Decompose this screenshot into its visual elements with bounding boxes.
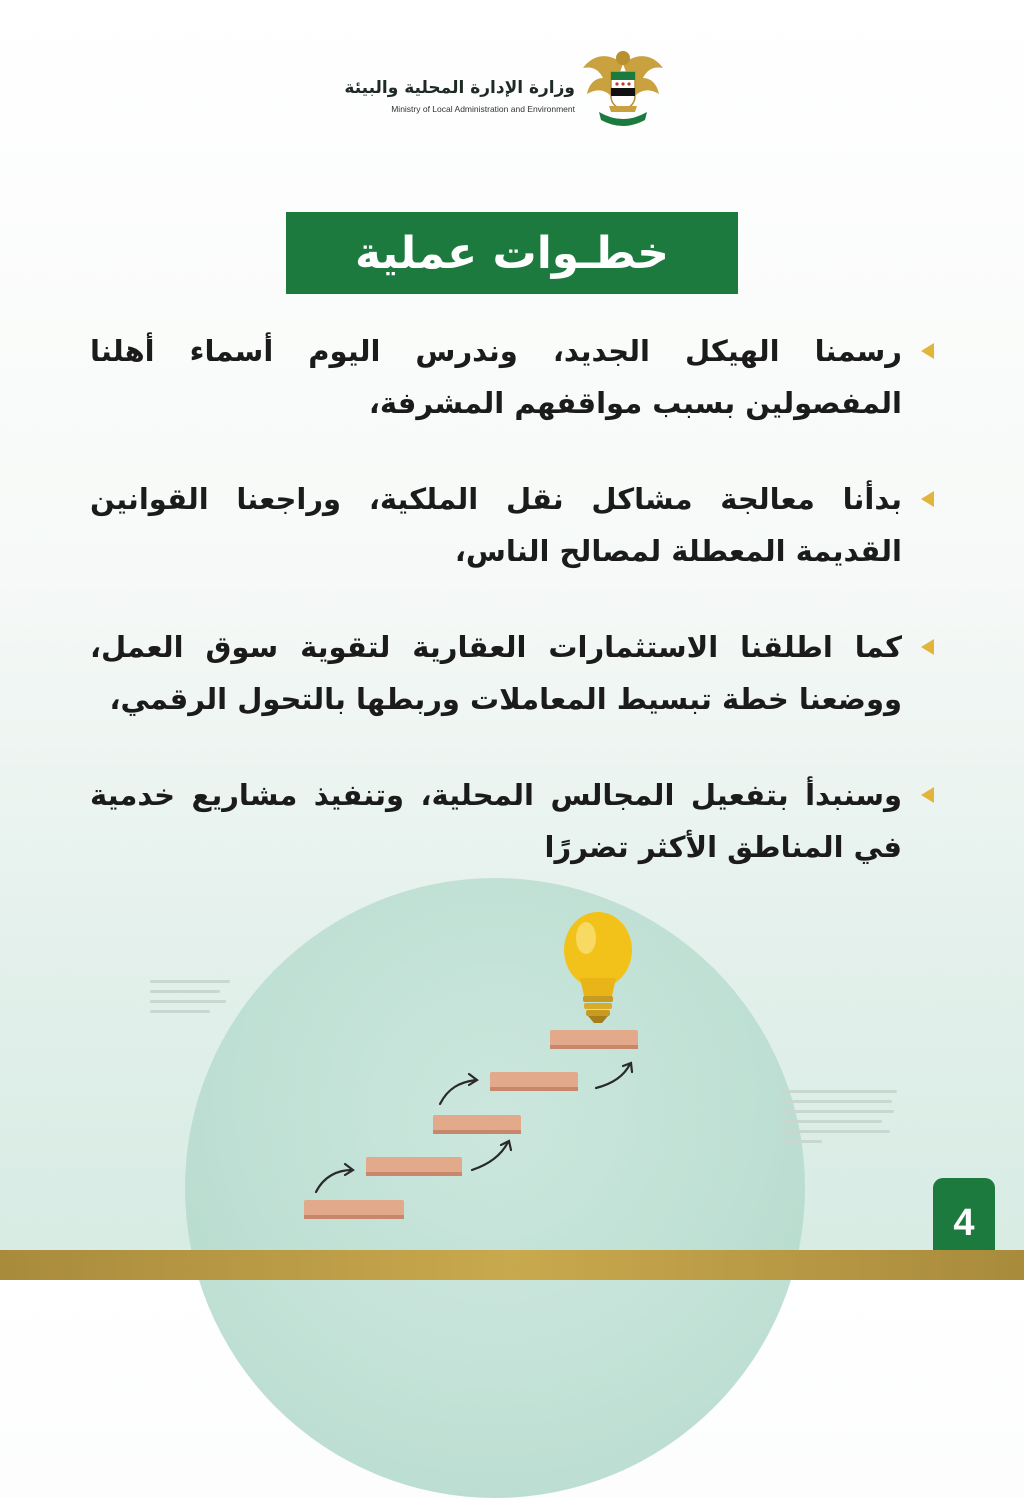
lightbulb-icon [564, 912, 632, 1023]
triangle-bullet-icon [921, 787, 934, 803]
list-item [90, 325, 934, 429]
ministry-name-arabic: وزارة الإدارة المحلية والبيئة [344, 78, 575, 98]
header [344, 40, 675, 140]
triangle-bullet-icon [921, 343, 934, 359]
bullet-list [90, 325, 960, 917]
emblem-icon [579, 44, 667, 132]
ministry-name-english: Ministry of Local Administration and Environment [391, 104, 575, 114]
list-item [90, 473, 934, 577]
list-item-text: رسمنا الهيكل الجديد، وندرس اليوم أسماء أهلنا المفصولين بسبب مواقفهم المشرفة، [90, 334, 902, 420]
footer-bar [0, 1250, 1024, 1280]
list-item-text: كما اطلقنا الاستثمارات العقارية لتقوية سوق العمل، ووضعنا خطة تبسيط المعاملات وربطها بالتحول الرقمي، [90, 630, 902, 716]
page-title: خطـوات عملية [355, 227, 669, 279]
faded-text-left [150, 980, 230, 1020]
list-item [90, 769, 934, 873]
list-item-text: بدأنا معالجة مشاكل نقل الملكية، وراجعنا القوانين القديمة المعطلة لمصالح الناس، [90, 482, 902, 568]
title-banner [286, 212, 738, 294]
triangle-bullet-icon [921, 491, 934, 507]
list-item [90, 621, 934, 725]
triangle-bullet-icon [921, 639, 934, 655]
page-number: 4 [953, 1202, 975, 1244]
list-item-text: وسنبدأ بتفعيل المجالس المحلية، وتنفيذ مشاريع خدمية في المناطق الأكثر تضررًا [90, 778, 902, 864]
faded-text-right [782, 1090, 897, 1150]
steps-illustration [290, 900, 670, 1230]
wooden-steps [304, 1030, 638, 1219]
